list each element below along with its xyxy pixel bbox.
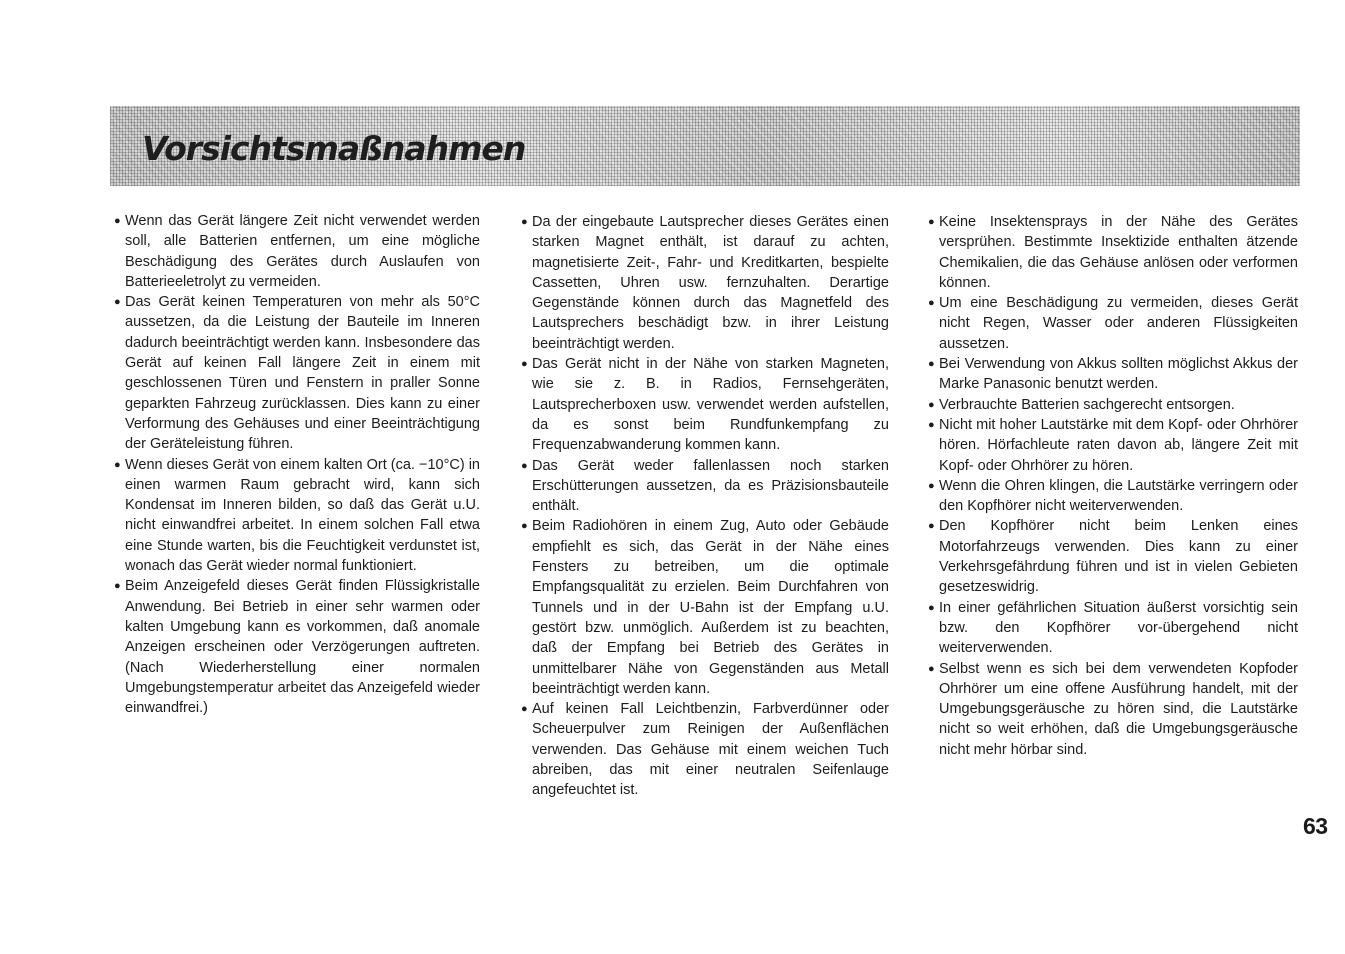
- list-item: [114, 211, 480, 292]
- list-item: [114, 576, 480, 718]
- list-item-text: Keine Insektensprays in der Nähe des Gerätes versprühen. Bestimmte Insektizide enthalten ätzende Chemikalien, die das Gehäuse anlösen oder verformen können.: [939, 214, 1298, 291]
- list-item: [928, 659, 1298, 760]
- bullet-icon: ●: [928, 418, 935, 431]
- list-item-text: Nicht mit hoher Lautstärke mit dem Kopf- oder Ohrhörer hören. Hörfachleute raten davon ab, längere Zeit mit Kopf- oder Ohrhörer zu hören.: [939, 416, 1298, 474]
- column-left: [114, 211, 480, 718]
- column-middle: [521, 212, 889, 801]
- list-item-text: Selbst wenn es sich bei dem verwendeten Kopfoder Ohrhörer um eine offene Ausführung handelt, mit der Umgebungsgeräusche zu hören sind, die Lautstärke nicht so weit erhöhen, daß die Umgebungsgeräusche nicht mehr hörbar sind.: [939, 660, 1298, 758]
- list-item-text: Den Kopfhörer nicht beim Lenken eines Motorfahrzeugs verwenden. Dies kann zu einer Verkehrsgefährdung führen und ist in vielen Gebieten gesetzeswidrig.: [939, 518, 1298, 596]
- list-item: [114, 292, 480, 454]
- bullet-icon: ●: [521, 520, 528, 533]
- list-item-text: Beim Anzeigefeld dieses Gerät finden Flüssigkristalle Anwendung. Bei Betrieb in einer sehr warmen oder kalten Umgebung kann es vorkommen, daß anomale Anzeigen erscheinen oder Verzögerungen auftreten. (Nach Wiederherstellung einer normalen Umgebungstemperatur arbeitet das Anzeigefeld wieder einwandfrei.): [125, 578, 480, 717]
- list-item-text: Das Gerät weder fallenlassen noch starken Erschütterungen aussetzen, da es Präzisionsbauteile enthält.: [532, 457, 889, 515]
- bullet-icon: ●: [928, 601, 935, 614]
- list-item-text: Das Gerät keinen Temperaturen von mehr als 50°C aussetzen, da die Leistung der Bauteile im Inneren dadurch beeinträchtigt werden kann. Insbesondere das Gerät auf keinen Fall längere Zeit in einem mit geschlossenen Türen und Fenstern in praller Sonne geparkten Fahrzeug zurücklassen. Dies kann zu einer Verformung des Gehäuses und einer Beeinträchtigung der Geräteleistung führen.: [125, 294, 480, 453]
- bullet-icon: ●: [928, 520, 935, 533]
- list-item-text: Beim Radiohören in einem Zug, Auto oder Gebäude empfiehlt es sich, das Gerät in der Nähe eines Fensters zu betreiben, um die optimale Empfangsqualität zu erzielen. Beim Durchfahren von Tunnels und in der U-Bahn ist der Empfang u.U. gestört bzw. unmöglich. Außerdem ist zu beachten, daß der Empfang bei Betrieb des Gerätes in unmittelbarer Nähe von Gegenständen aus Metall beeinträchtigt werden kann.: [532, 518, 889, 697]
- bullet-icon: ●: [928, 662, 935, 675]
- bullet-icon: ●: [114, 580, 121, 593]
- list-item: [928, 516, 1298, 597]
- list-item: [928, 212, 1298, 293]
- list-item-text: Verbrauchte Batterien sachgerecht entsorgen.: [939, 396, 1235, 413]
- page-number: 63: [1303, 813, 1328, 839]
- bullet-icon: ●: [521, 703, 528, 716]
- list-item: [521, 699, 889, 800]
- bullet-icon: ●: [928, 297, 935, 310]
- list-item: [928, 293, 1298, 354]
- list-item-text: Bei Verwendung von Akkus sollten möglichst Akkus der Marke Panasonic benutzt werden.: [939, 356, 1298, 393]
- bullet-icon: ●: [521, 216, 528, 228]
- list-item: [928, 598, 1298, 659]
- list-item-text: Auf keinen Fall Leichtbenzin, Farbverdünner oder Scheuerpulver zum Reinigen der Außenflächen verwenden. Das Gehäuse mit einem weichen Tuch abreiben, das mit einer neutralen Seifenlauge angefeuchtet ist.: [532, 701, 889, 799]
- list-item: [928, 395, 1298, 415]
- list-item-text: Wenn das Gerät längere Zeit nicht verwendet werden soll, alle Batterien entfernen, um eine mögliche Beschädigung des Gerätes durch Auslaufen von Batterieeletrolyt zu vermeiden.: [125, 213, 480, 290]
- bullet-icon: ●: [114, 458, 121, 471]
- list-item: [928, 415, 1298, 476]
- column-right: [928, 212, 1298, 760]
- list-item: [521, 212, 889, 354]
- list-item: [928, 354, 1298, 395]
- list-item: [928, 476, 1298, 517]
- bullet-icon: ●: [928, 398, 935, 411]
- bullet-icon: ●: [928, 358, 935, 371]
- list-item: [114, 455, 480, 577]
- list-item: [521, 516, 889, 699]
- bullet-icon: ●: [114, 296, 121, 309]
- bullet-icon: ●: [521, 459, 528, 472]
- list-item: [521, 456, 889, 517]
- list-item-text: Um eine Beschädigung zu vermeiden, dieses Gerät nicht Regen, Wasser oder anderen Flüssigkeiten aussetzen.: [939, 295, 1298, 352]
- list-item: [521, 354, 889, 455]
- bullet-icon: ●: [114, 215, 121, 227]
- bullet-icon: ●: [521, 358, 528, 371]
- bullet-icon: ●: [928, 216, 935, 228]
- bullet-icon: ●: [928, 479, 935, 492]
- list-item-text: Da der eingebaute Lautsprecher dieses Gerätes einen starken Magnet enthält, ist darauf zu achten, magnetisierte Zeit-, Fahr- und Kreditkarten, bespielte Cassetten, Uhren usw. fernzuhalten. Derartige Gegenstände können durch das Magnetfeld des Lautsprechers beschädigt bzw. in ihrer Leistung beeinträchtigt werden.: [532, 214, 889, 352]
- list-item-text: Das Gerät nicht in der Nähe von starken Magneten, wie sie z. B. in Radios, Fernsehgeräten, Lautsprecherboxen usw. verwendet werden aufstellen, da es sonst beim Rundfunkempfang zu Frequenzabwanderung kommen kann.: [532, 356, 889, 454]
- page-title: Vorsichtsmaßnahmen: [142, 129, 526, 168]
- list-item-text: In einer gefährlichen Situation äußerst vorsichtig sein bzw. den Kopfhörer vor-übergehend nicht weiterverwenden.: [939, 599, 1298, 657]
- list-item-text: Wenn dieses Gerät von einem kalten Ort (ca. −10°C) in einen warmen Raum gebracht wird, kann sich Kondensat im Inneren bilden, so daß das Gerät u.U. nicht einwandfrei arbeitet. In einem solchen Fall etwa eine Stunde warten, bis die Feuchtigkeit verdunstet ist, wonach das Gerät wieder normal funktioniert.: [125, 456, 480, 575]
- list-item-text: Wenn die Ohren klingen, die Lautstärke verringern oder den Kopfhörer nicht weiterverwenden.: [939, 477, 1298, 515]
